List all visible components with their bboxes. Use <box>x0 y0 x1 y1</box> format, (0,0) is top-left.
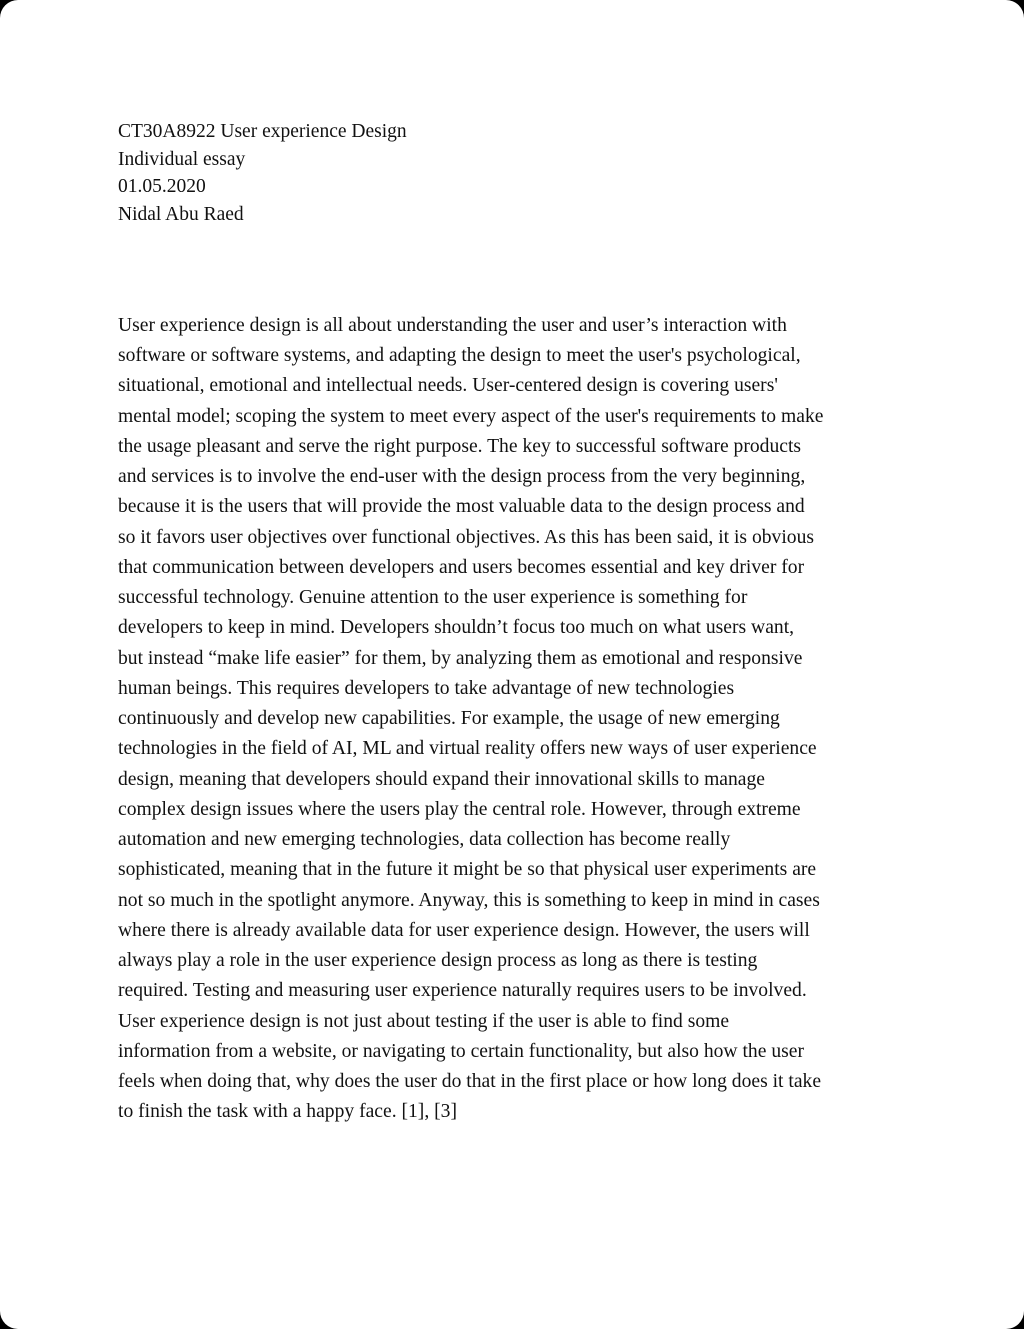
essay-line: developers to keep in mind. Developers shouldn’t focus too much on what users want, <box>118 617 795 639</box>
essay-line: mental model; scoping the system to meet every aspect of the user's requirements to make <box>118 405 824 427</box>
essay-line: situational, emotional and intellectual needs. User-centered design is covering users' <box>118 375 778 397</box>
essay-line: to finish the task with a happy face. [1], [3] <box>118 1101 457 1123</box>
essay-line: because it is the users that will provide the most valuable data to the design process and <box>118 496 805 518</box>
author-name: Nidal Abu Raed <box>118 204 244 226</box>
essay-line: User experience design is all about understanding the user and user’s interaction with <box>118 314 787 336</box>
essay-line: always play a role in the user experience design process as long as there is testing <box>118 950 758 972</box>
essay-line: where there is already available data for user experience design. However, the users will <box>118 919 810 941</box>
document-type: Individual essay <box>118 148 246 170</box>
essay-line: technologies in the field of AI, ML and virtual reality offers new ways of user experience <box>118 738 817 760</box>
course-title: CT30A8922 User experience Design <box>118 121 407 142</box>
essay-paragraph <box>118 311 918 1128</box>
essay-line: not so much in the spotlight anymore. Anyway, this is something to keep in mind in cases <box>118 889 820 911</box>
essay-line: software or software systems, and adapting the design to meet the user's psychological, <box>118 345 801 367</box>
essay-line: design, meaning that developers should expand their innovational skills to manage <box>118 768 765 790</box>
essay-line: User experience design is not just about testing if the user is able to find some <box>118 1010 730 1032</box>
essay-line: automation and new emerging technologies, data collection has become really <box>118 829 731 851</box>
essay-line: required. Testing and measuring user experience naturally requires users to be involved. <box>118 980 807 1002</box>
essay-line: that communication between developers and users becomes essential and key driver for <box>118 556 805 578</box>
essay-line: continuously and develop new capabilities. For example, the usage of new emerging <box>118 708 780 730</box>
essay-line: sophisticated, meaning that in the future it might be so that physical user experiments are <box>118 859 817 881</box>
essay-line: and services is to involve the end-user with the design process from the very beginning, <box>118 466 806 488</box>
essay-line: so it favors user objectives over functional objectives. As this has been said, it is obvious <box>118 526 814 548</box>
essay-line: the usage pleasant and serve the right purpose. The key to successful software products <box>118 435 802 457</box>
essay-line: complex design issues where the users play the central role. However, through extreme <box>118 798 801 820</box>
essay-line: successful technology. Genuine attention to the user experience is something for <box>118 587 748 609</box>
document-header <box>118 118 918 229</box>
essay-line: information from a website, or navigating to certain functionality, but also how the user <box>118 1040 804 1062</box>
essay-line: but instead “make life easier” for them, by analyzing them as emotional and responsive <box>118 647 803 669</box>
document-date: 01.05.2020 <box>118 176 206 198</box>
document-content <box>118 118 918 1128</box>
essay-line: human beings. This requires developers to take advantage of new technologies <box>118 677 735 699</box>
essay-line: feels when doing that, why does the user do that in the first place or how long does it take <box>118 1071 822 1093</box>
